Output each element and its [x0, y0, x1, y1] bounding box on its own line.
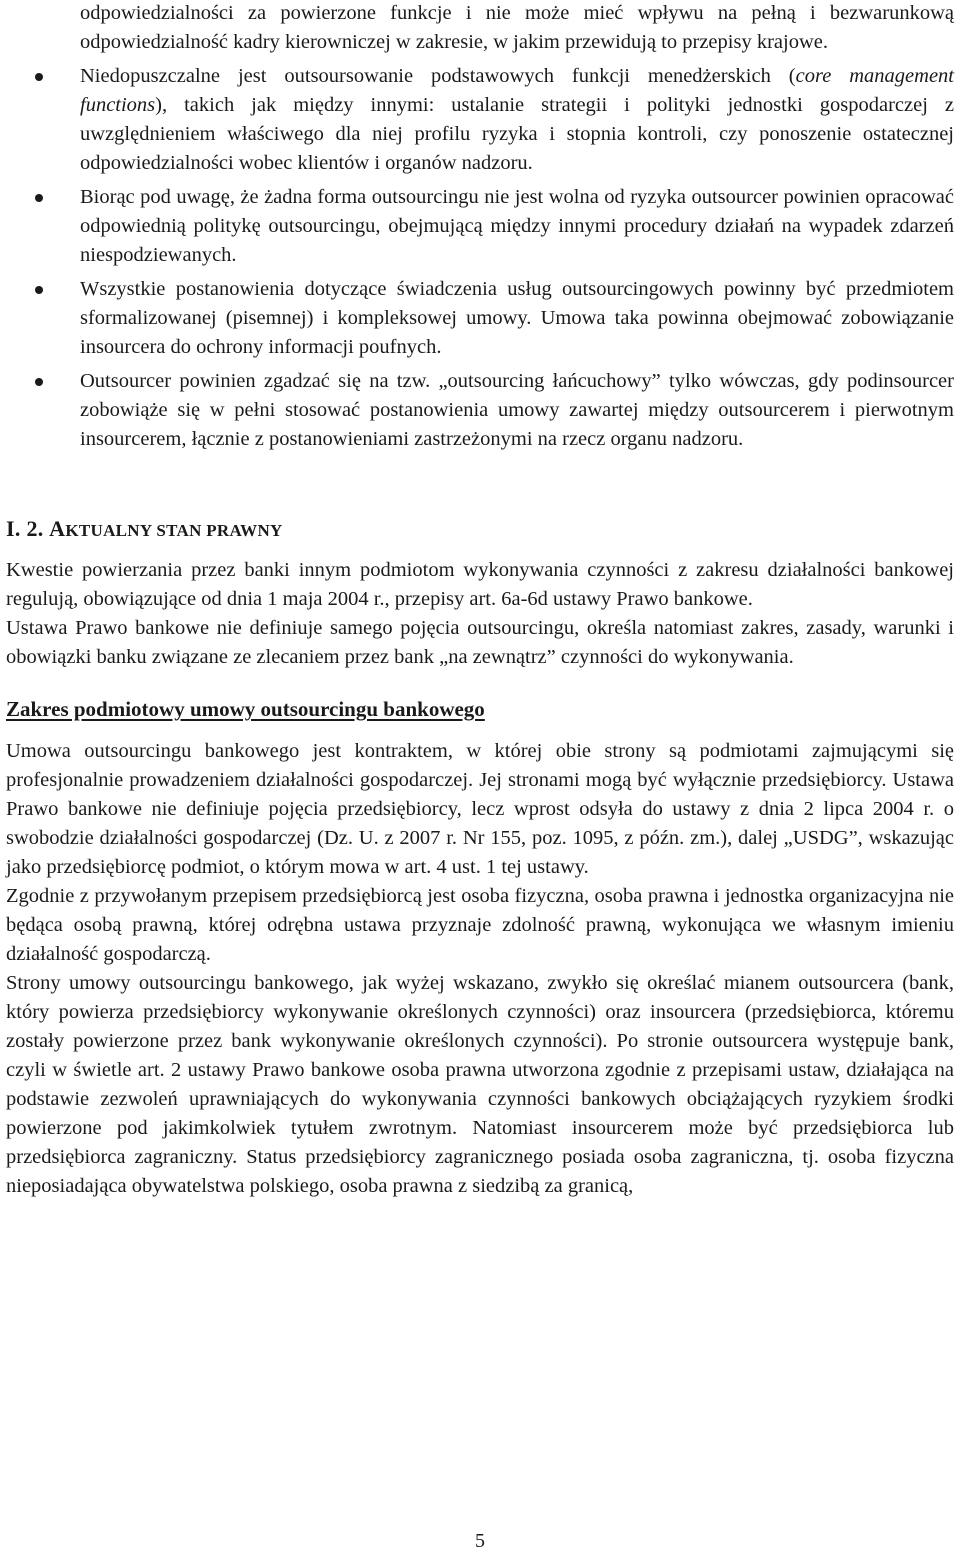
- bullet-text-italic: core management functions: [80, 65, 954, 116]
- section-paragraph: Kwestie powierzania przez banki innym podmiotom wykonywania czynności z zakresu działalności bankowej regulują, obowiązujące od dnia 1 maja 2004 r., przepisy art. 6a-6d ustawy Prawo bankowe.: [6, 559, 954, 610]
- bullet-icon: [35, 378, 43, 386]
- bullet-icon: [35, 286, 43, 294]
- bullet-item: [6, 367, 954, 454]
- bullet-text-after: ), takich jak między innymi: ustalanie strategii i polityki jednostki gospodarczej z uwzględnieniem właściwego dla niej profilu ryzyka i stopnia kontroli, czy ponoszenie ostatecznej odpowiedzialności wobec klientów i organów nadzoru.: [80, 94, 954, 174]
- bullet-icon: [35, 73, 43, 81]
- bullet-text: Wszystkie postanowienia dotyczące świadczenia usług outsourcingowych powinny być przedmiotem sformalizowanej (pisemnej) i kompleksowej umowy. Umowa taka powinna obejmować zobowiązanie insourcera do ochrony informacji poufnych.: [80, 278, 954, 358]
- bullet-list: [6, 62, 954, 454]
- section-title-rest: KTUALNY STAN PRAWNY: [65, 521, 283, 540]
- bullet-text: Biorąc pod uwagę, że żadna forma outsourcingu nie jest wolna od ryzyka outsourcer powinien opracować odpowiednią politykę outsourcingu, obejmującą między innymi procedury działań na wypadek zdarzeń niespodziewanych.: [80, 186, 954, 266]
- bullet-item: [6, 275, 954, 362]
- bullet-item: [6, 62, 954, 178]
- subsection-paragraph: Zgodnie z przywołanym przepisem przedsiębiorcą jest osoba fizyczna, osoba prawna i jednostka organizacyjna nie będąca osobą prawną, której odrębna ustawa przyznaje zdolność prawną, wykonująca we własnym imieniu działalność gospodarczą.: [6, 885, 954, 965]
- subsection-title: Zakres podmiotowy umowy outsourcingu bankowego: [6, 697, 485, 721]
- section-paragraph: Ustawa Prawo bankowe nie definiuje samego pojęcia outsourcingu, określa natomiast zakres, zasady, warunki i obowiązki banku związane ze zlecaniem przez bank „na zewnątrz” czynności do wykonywania.: [6, 617, 954, 668]
- subsection-paragraph: Strony umowy outsourcingu bankowego, jak wyżej wskazano, zwykło się określać mianem outsourcera (bank, który powierza przedsiębiorcy wykonywanie określonych czynności) oraz insourcera (przedsiębiorca, któremu zostały powierzone przez bank wykonywanie określonych czynności). Po stronie outsourcera występuje bank, czyli w świetle art. 2 ustawy Prawo bankowe osoba prawna utworzona zgodnie z przepisami ustaw, działająca na podstawie zezwoleń uprawniających do wykonywania czynności bankowych obciążających ryzykiem środki powierzone pod jakimkolwiek tytułem zwrotnym. Natomiast insourcerem może być przedsiębiorca lub przedsiębiorca zagraniczny. Status przedsiębiorcy zagranicznego posiada osoba zagraniczna, tj. osoba fizyczna nieposiadająca obywatelstwa polskiego, osoba prawna z siedzibą za granicą,: [6, 972, 954, 1197]
- page-number: 5: [475, 1530, 485, 1552]
- bullet-icon: [35, 194, 43, 202]
- bullet-item: [6, 183, 954, 270]
- section-number: I. 2.: [6, 516, 44, 541]
- subsection-paragraph: Umowa outsourcingu bankowego jest kontraktem, w której obie strony są podmiotami zajmującymi się profesjonalnie prowadzeniem działalności gospodarczej. Jej stronami mogą być wyłącznie przedsiębiorcy. Ustawa Prawo bankowe nie definiuje pojęcia przedsiębiorcy, lecz wprost odsyła do ustawy z dnia 2 lipca 2004 r. o swobodzie działalności gospodarczej (Dz. U. z 2007 r. Nr 155, poz. 1095, z późn. zm.), dalej „USDG”, wskazując jako przedsiębiorcę podmiot, o którym mowa w art. 4 ust. 1 tej ustawy.: [6, 740, 954, 878]
- document-page: [6, 0, 954, 1201]
- bullet-text: Outsourcer powinien zgadzać się na tzw. „outsourcing łańcuchowy” tylko wówczas, gdy podinsourcer zobowiąże się w pełni stosować postanowienia umowy zawartej między outsourcerem i pierwotnym insourcerem, łącznie z postanowieniami zastrzeżonymi na rzecz organu nadzoru.: [80, 370, 954, 450]
- bullet-text-before: Niedopuszczalne jest outsoursowanie podstawowych funkcji menedżerskich (: [80, 65, 796, 87]
- section-title-first-letter: A: [49, 516, 66, 541]
- section-heading: [6, 514, 954, 545]
- intro-continuation: odpowiedzialności za powierzone funkcje i nie może mieć wpływu na pełną i bezwarunkową odpowiedzialność kadry kierowniczej w zakresie, w jakim przewidują to przepisy krajowe.: [80, 2, 954, 53]
